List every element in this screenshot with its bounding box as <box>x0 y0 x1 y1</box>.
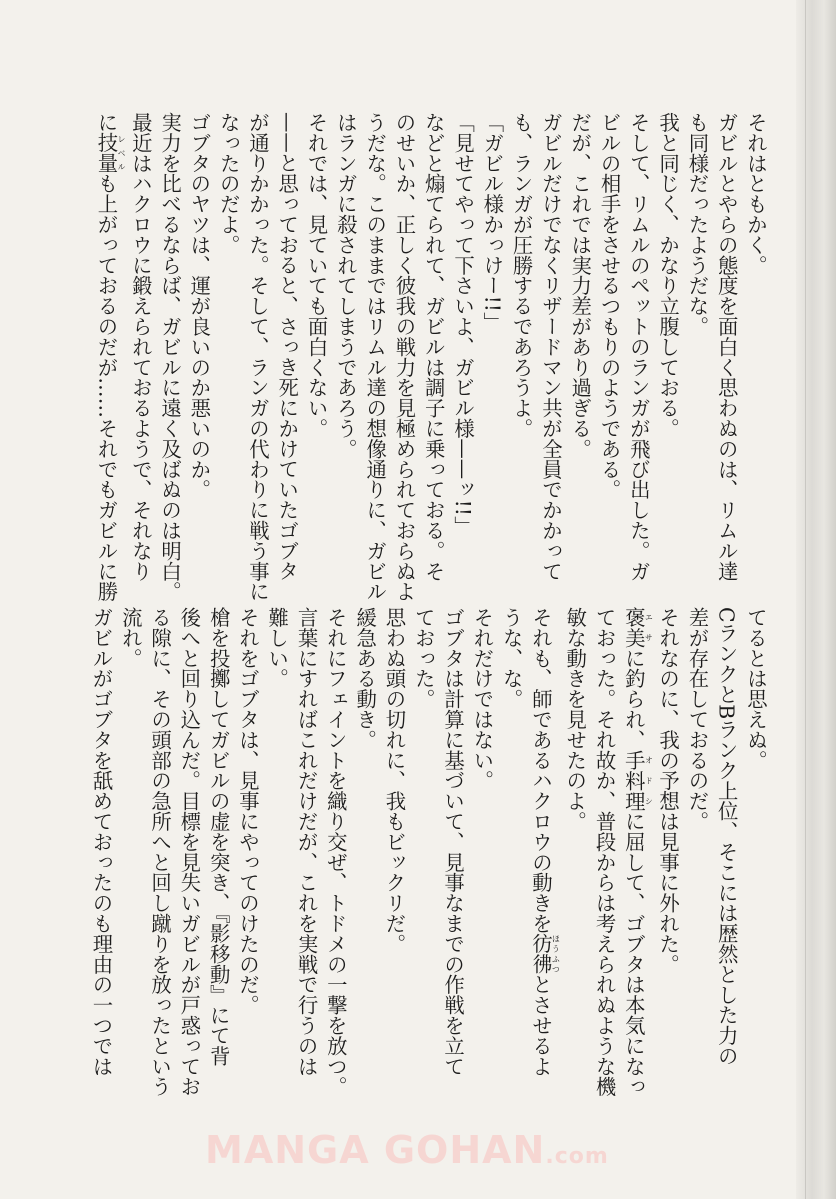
text-line: それをゴブタは、見事にやってのけたのだ。 <box>235 607 260 1015</box>
text-line: 敏な動きを見せたのよ。 <box>563 607 588 832</box>
text-line: ゴブタのヤツは、運が良いのか悪いのか。 <box>187 112 212 500</box>
text-line: ——と思っておると、さっき死にかけていたゴブタ <box>275 112 300 582</box>
text-line: なったのだよ。 <box>216 112 241 255</box>
text-line: 最近はハクロウに鍛えられておるようで、それなり <box>128 112 153 582</box>
text-line: 「ガビル様かっけー!!」 <box>480 112 505 333</box>
text-block-bottom <box>86 607 770 1097</box>
binding-line <box>805 0 806 1199</box>
text-line: 差が存在しておるのだ。 <box>685 607 710 832</box>
ruby-base: 手料理 <box>621 749 646 812</box>
text-line: それだけではない。 <box>470 607 495 791</box>
text-line: てるとは思えぬ。 <box>744 607 768 771</box>
text-line: ておった。 <box>411 607 436 709</box>
text-segment: とさせるよ <box>528 974 553 1077</box>
text-line: 流れ。 <box>118 607 143 669</box>
text-line: ゴブタは計算に基づいて、見事なまでの作戦を立て <box>441 607 466 1077</box>
text-line: 緩急ある動き。 <box>353 607 378 750</box>
text-line: ビルの相手をさせるつもりのようである。 <box>597 112 622 500</box>
text-line: 後へと回り込んだ。目標を見失いガビルが戸惑ってお <box>177 607 202 1097</box>
text-line: それはともかく。 <box>744 112 768 276</box>
text-line: 難しい。 <box>265 607 290 689</box>
ruby-reading: エサ <box>644 607 654 648</box>
text-line: 我と同じく、かなり立腹しておる。 <box>656 112 681 439</box>
ruby-base: 技量 <box>94 132 119 174</box>
ruby-word <box>528 933 561 975</box>
ruby-word <box>621 749 654 812</box>
text-line: などと煽てられて、ガビルは調子に乗っておる。そ <box>421 112 446 582</box>
ruby-word <box>621 607 654 648</box>
text-line <box>91 112 126 602</box>
text-line <box>619 607 654 1097</box>
text-line: ガビルとやらの態度を面白く思わぬのは、リムル達 <box>714 112 739 582</box>
text-segment: に屈して、ゴブタは本気になっ <box>621 811 646 1097</box>
text-line: はランガに殺されてしまうであろう。 <box>333 112 358 459</box>
watermark-suffix: .com <box>545 1144 609 1169</box>
text-line: CランクとBランク上位、そこには歴然とした力の <box>714 607 739 1066</box>
text-segment: に <box>94 112 119 133</box>
page-binding-edge <box>796 0 836 1199</box>
text-segment: に釣られ、 <box>621 647 646 750</box>
text-line: だが、これでは実力差があり過ぎる。 <box>568 112 593 459</box>
text-line: それでは、見ていても面白くない。 <box>304 112 329 439</box>
text-line: ガビルがゴブタを舐めておったのも理由の一つでは <box>89 607 114 1077</box>
ruby-reading: レベル <box>116 132 126 174</box>
ruby-base: 彷彿 <box>528 933 553 975</box>
text-line: それなのに、我の予想は見事に外れた。 <box>656 607 681 975</box>
text-line: うな、な。 <box>499 607 524 709</box>
ruby-reading: オドシ <box>644 749 654 811</box>
text-block-top <box>91 112 770 602</box>
text-line: 実力を比べるならば、ガビルに遠く及ばぬのは明白。 <box>158 112 183 602</box>
watermark-main: MANGA GOHAN <box>205 1128 546 1172</box>
text-segment: も上がっておるのだが……それでもガビルに勝 <box>94 173 119 602</box>
text-line: 言葉にすればこれだけだが、これを実戦で行うのは <box>294 607 319 1077</box>
text-line: も、ランガが圧勝するであろうよ。 <box>509 112 534 439</box>
text-line: が通りかかった。そして、ランガの代わりに戦う事に <box>245 112 270 602</box>
text-line: そして、リムルのペットのランガが飛び出した。ガ <box>626 112 651 582</box>
ruby-reading: ほうふつ <box>551 933 561 975</box>
text-line: も同様だったようだな。 <box>685 112 710 337</box>
text-line: ておった。それ故か、普段からは考えられぬような機 <box>592 607 617 1097</box>
watermark <box>205 1128 609 1172</box>
text-segment: それも、師であるハクロウの動きを <box>528 607 553 934</box>
text-line: ガビルだけでなくリザードマン共が全員でかかって <box>538 112 563 582</box>
text-line: 思わぬ頭の切れに、我もビックリだ。 <box>382 607 407 954</box>
ruby-base: 褒美 <box>621 607 646 648</box>
text-line: 「見せてやって下さいよ、ガビル様——ッ!!」 <box>451 112 476 537</box>
text-line: うだな。このままではリムル達の想像通りに、ガビル <box>363 112 388 602</box>
text-line: のせいか、正しく彼我の戦力を見極められておらぬよ <box>392 112 417 602</box>
ruby-word <box>94 132 126 174</box>
text-line: 槍を投擲してガビルの虚を突き、『影移動』にて背 <box>206 607 231 1066</box>
text-line <box>526 607 560 1087</box>
text-line: る隙に、その頭部の急所へと回し蹴りを放ったという <box>148 607 173 1097</box>
text-line: それにフェイントを織り交ぜ、トドメの一撃を放つ。 <box>323 607 348 1097</box>
